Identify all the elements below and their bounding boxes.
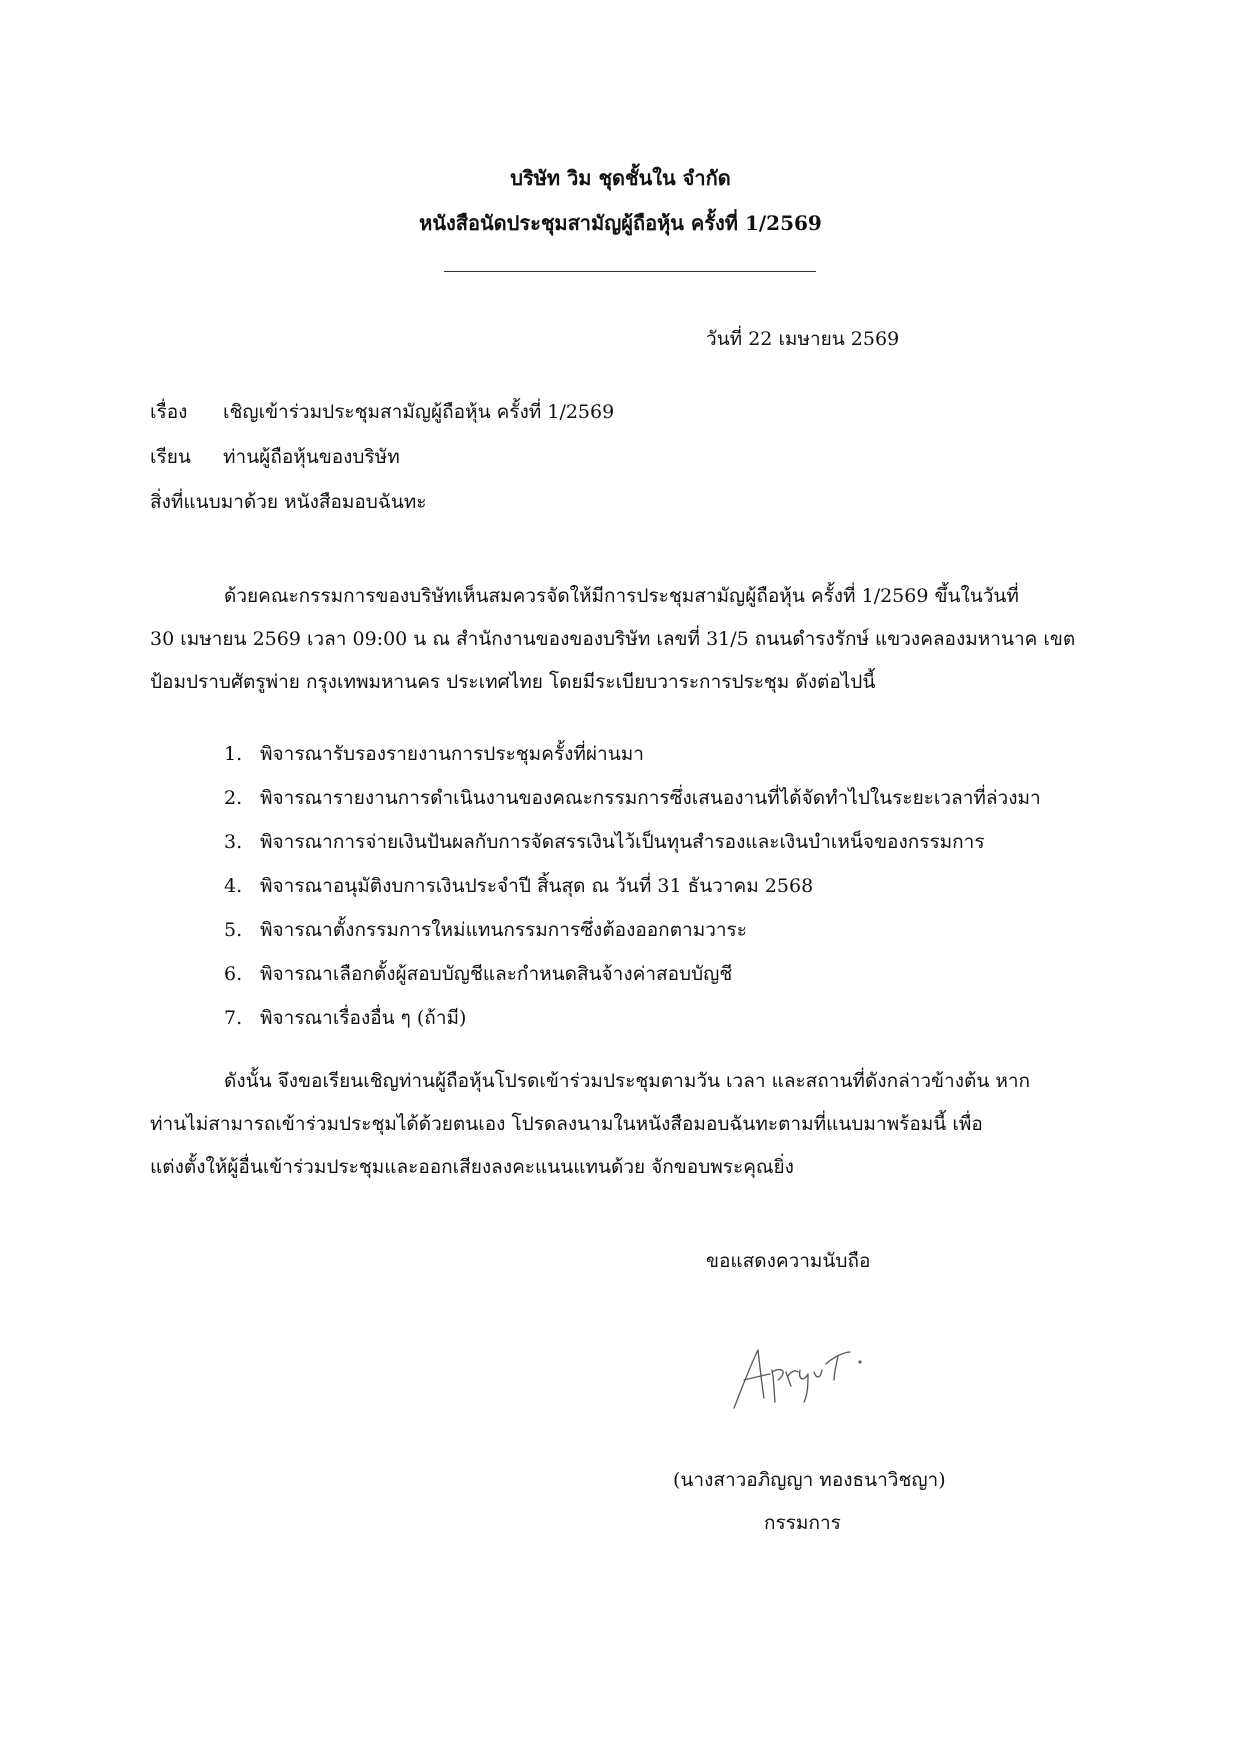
to-label: เรียน [150,446,191,468]
agenda-item [224,864,1041,908]
signatory-position: กรรมการ [764,1512,841,1534]
agenda-text: พิจารณาการจ่ายเงินปันผลกับการจัดสรรเงินไว้เป็นทุนสำรองและเงินบำเหน็จของกรรมการ [260,831,985,853]
subject-value: เชิญเข้าร่วมประชุมสามัญผู้ถือหุ้น ครั้งที่ 1/2569 [223,401,615,423]
agenda-item [224,996,1041,1040]
agenda-item [224,952,1041,996]
agenda-text: พิจารณารายงานการดำเนินงานของคณะกรรมการซึ่งเสนองานที่ได้จัดทำไปในระยะเวลาที่ล่วงมา [260,787,1041,809]
closing-line: ดังนั้น จึงขอเรียนเชิญท่านผู้ถือหุ้นโปรดเข้าร่วมประชุมตามวัน เวลา และสถานที่ดังกล่าวข้างต้น หาก [224,1070,1031,1092]
agenda-text: พิจารณารับรองรายงานการประชุมครั้งที่ผ่านมา [260,743,644,765]
intro-line: ป้อมปราบศัตรูพ่าย กรุงเทพมหานคร ประเทศไทย โดยมีระเบียบวาระการประชุม ดังต่อไปนี้ [150,671,876,693]
agenda-item [224,820,1041,864]
regards-line: ขอแสดงความนับถือ [706,1250,871,1272]
intro-line: ด้วยคณะกรรมการของบริษัทเห็นสมควรจัดให้มีการประชุมสามัญผู้ถือหุ้น ครั้งที่ 1/2569 ขึ้นในวันที่ [224,585,1019,607]
handwritten-signature [728,1340,878,1412]
agenda-item [224,908,1041,952]
agenda-number: 7. [224,1007,243,1029]
agenda-number: 4. [224,875,243,897]
to-value: ท่านผู้ถือหุ้นของบริษัท [223,446,400,468]
agenda-text: พิจารณาอนุมัติงบการเงินประจำปี สิ้นสุด ณ วันที่ 31 ธันวาคม 2568 [260,875,814,897]
agenda-text: พิจารณาตั้งกรรมการใหม่แทนกรรมการซึ่งต้องออกตามวาระ [260,919,747,941]
agenda-number: 5. [224,919,243,941]
agenda-number: 2. [224,787,243,809]
closing-line: ท่านไม่สามารถเข้าร่วมประชุมได้ด้วยตนเอง โปรดลงนามในหนังสือมอบฉันทะตามที่แนบมาพร้อมนี้ เพื่อ [150,1113,983,1135]
closing-paragraph [150,1060,1110,1189]
closing-line: แต่งตั้งให้ผู้อื่นเข้าร่วมประชุมและออกเสียงลงคะแนนแทนด้วย จักขอบพระคุณยิ่ง [150,1156,794,1178]
company-name: บริษัท วิม ชุดชั้นใน จำกัด [510,166,731,190]
agenda-item [224,776,1041,820]
intro-line: 30 เมษายน 2569 เวลา 09:00 น ณ สำนักงานของของบริษัท เลขที่ 31/5 ถนนดำรงรักษ์ แขวงคลองมหานาค เขต [150,628,1076,650]
agenda-number: 1. [224,743,243,765]
agenda-item [224,732,1041,776]
intro-paragraph [150,575,1110,704]
enclosure-line: สิ่งที่แนบมาด้วย หนังสือมอบฉันทะ [150,491,427,513]
letter-date: วันที่ 22 เมษายน 2569 [706,328,900,350]
subject-label: เรื่อง [150,401,188,423]
agenda-number: 3. [224,831,243,853]
agenda-number: 6. [224,963,243,985]
agenda-list [224,732,1041,1040]
agenda-text: พิจารณาเลือกตั้งผู้สอบบัญชีและกำหนดสินจ้างค่าสอบบัญชี [260,963,733,985]
notice-title: หนังสือนัดประชุมสามัญผู้ถือหุ้น ครั้งที่ 1/2569 [419,211,822,235]
agenda-text: พิจารณาเรื่องอื่น ๆ (ถ้ามี) [260,1007,467,1029]
signatory-name: (นางสาวอภิญญา ทองธนาวิชญา) [673,1469,946,1491]
header-divider [444,271,816,272]
